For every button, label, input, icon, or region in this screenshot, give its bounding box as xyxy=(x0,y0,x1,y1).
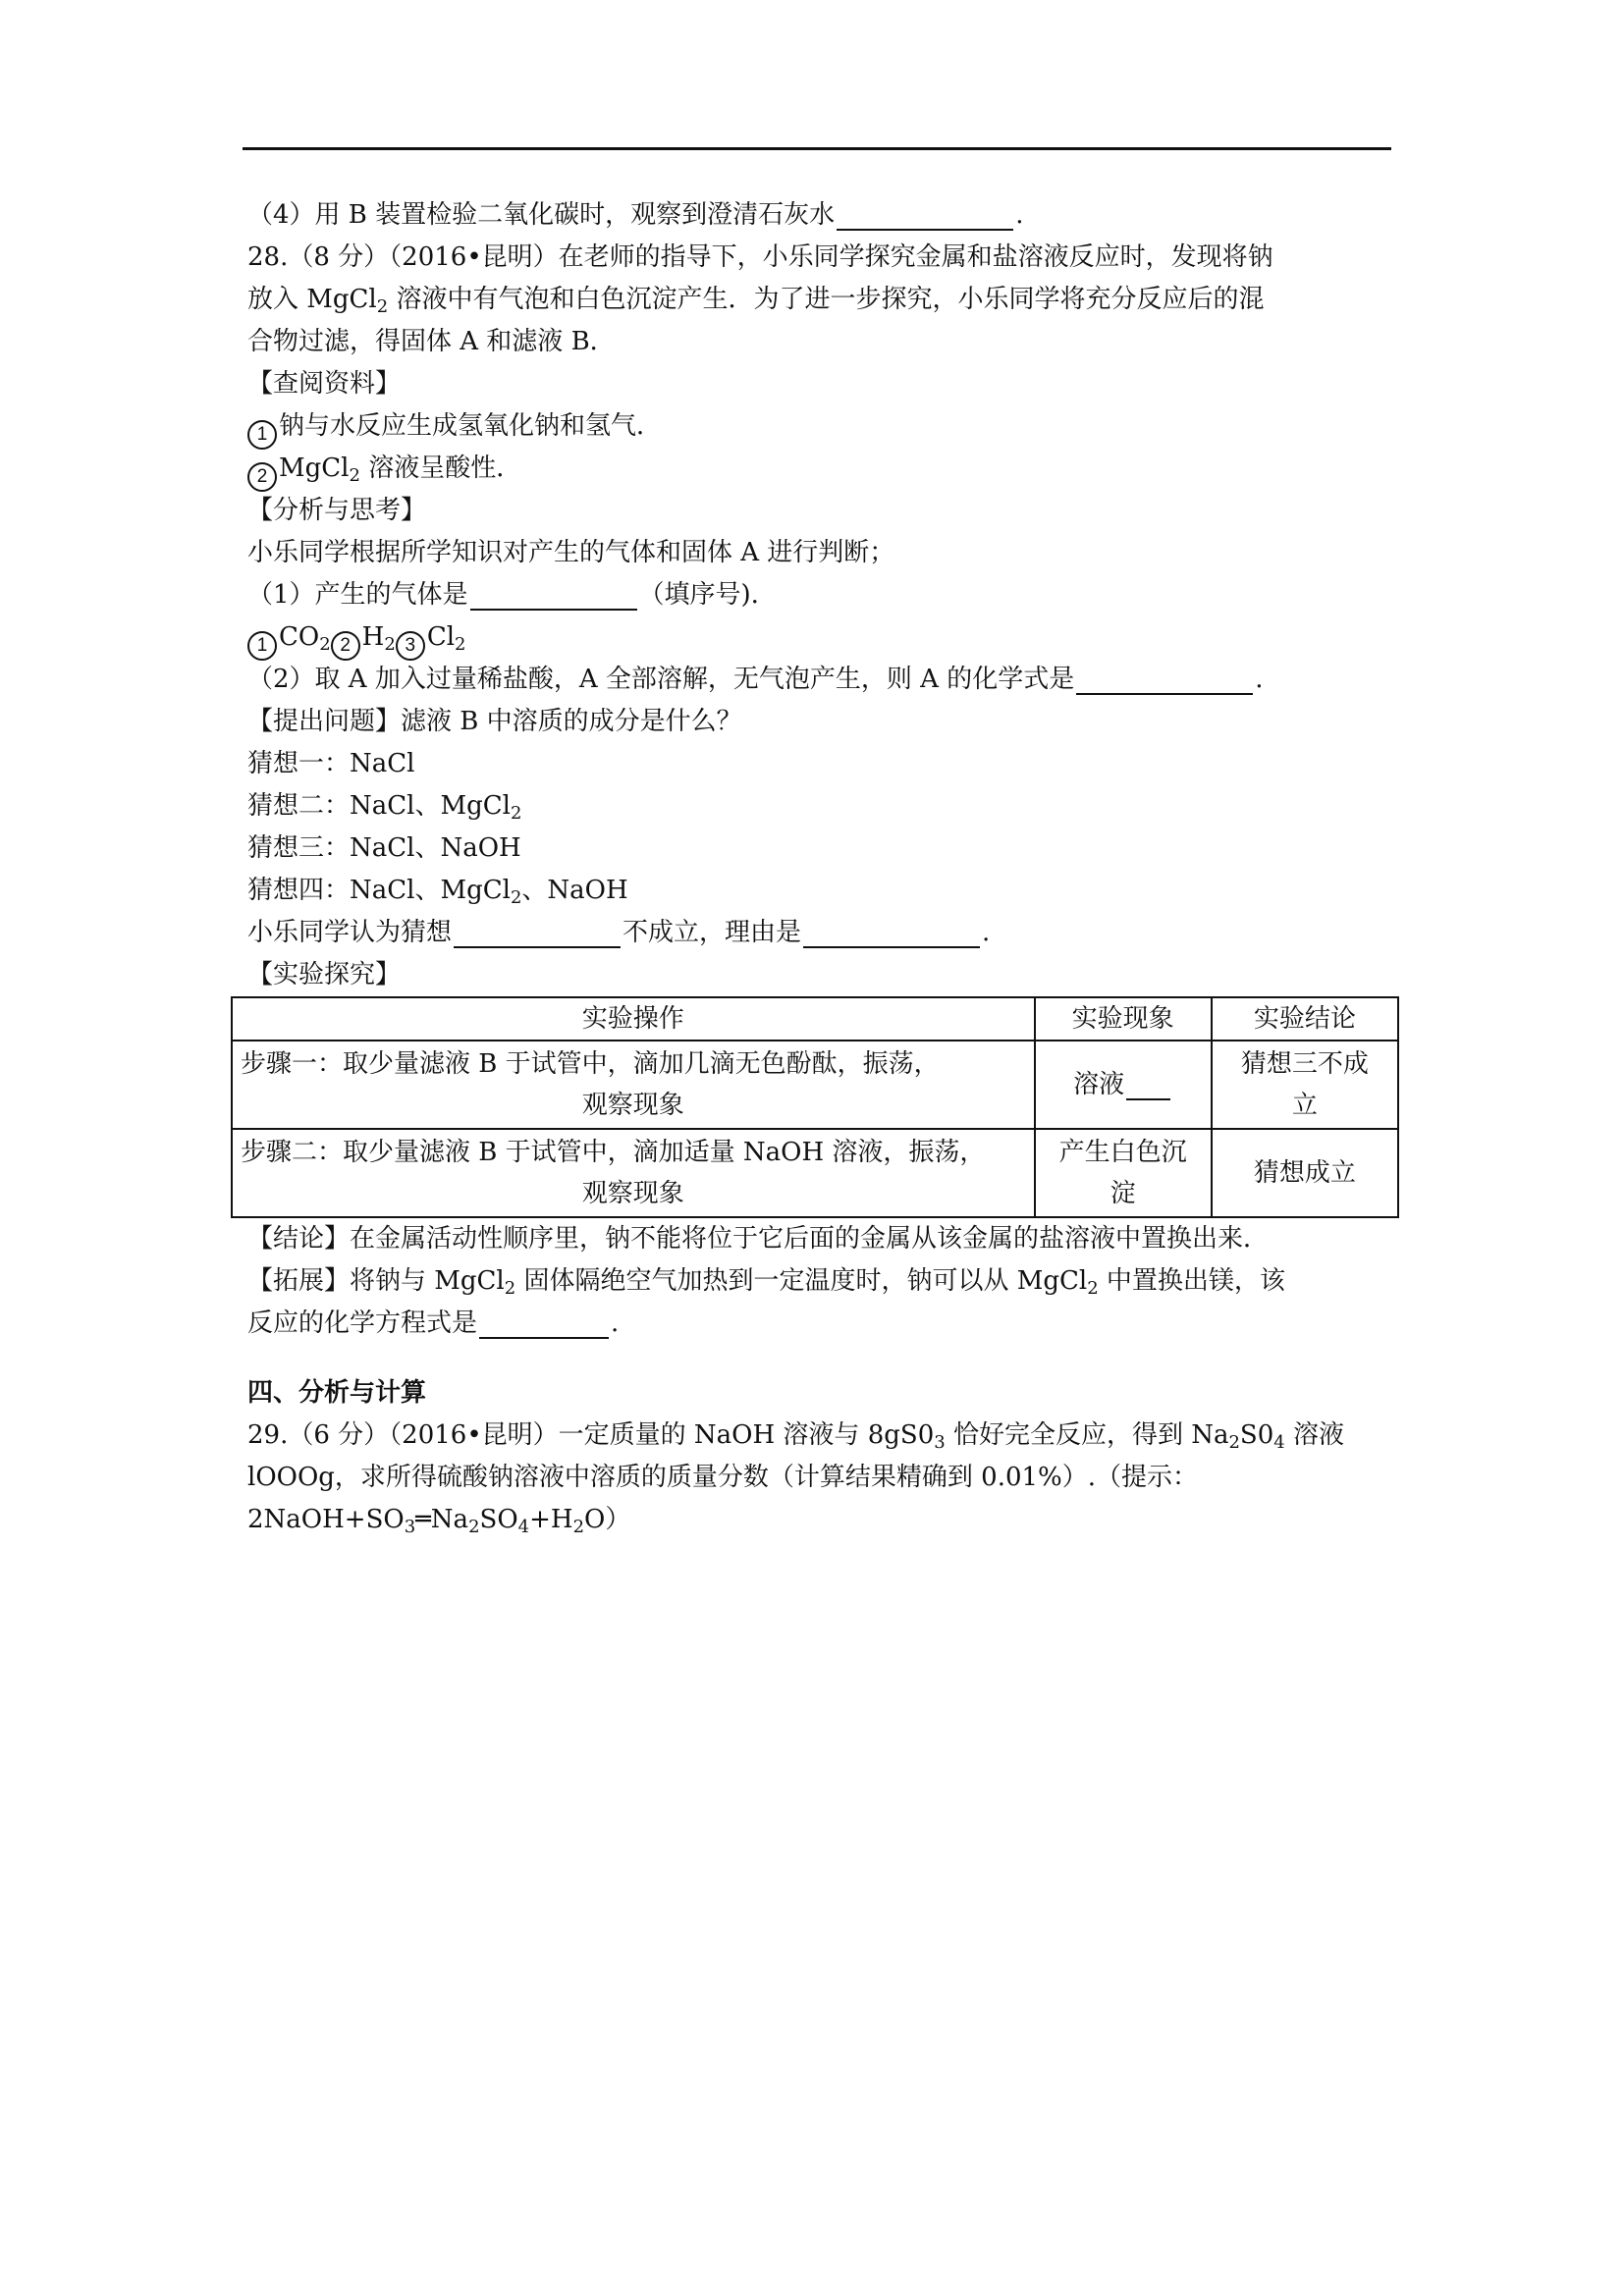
circled-number: 3 xyxy=(396,631,425,661)
option-h2: H xyxy=(361,622,385,652)
spacer xyxy=(247,1345,1396,1372)
cell-text: 淀 xyxy=(1110,1179,1136,1208)
subscript: 2 xyxy=(510,803,522,824)
subscript: 2 xyxy=(572,1517,585,1537)
step2-operation xyxy=(232,1129,1035,1217)
equation-text: O） xyxy=(584,1505,631,1534)
period: . xyxy=(611,1308,620,1338)
q28-line-1 xyxy=(247,237,1396,279)
conclusion-line xyxy=(247,1218,1396,1260)
cell-text: 步骤二：取少量滤液 B 于试管中，滴加适量 NaOH 溶液，振荡， xyxy=(241,1138,986,1167)
document-body xyxy=(241,194,1396,1541)
subscript: 2 xyxy=(468,1517,480,1537)
reject-line xyxy=(247,912,1396,954)
step2-conclusion: 猜想成立 xyxy=(1212,1129,1398,1217)
experiment-heading xyxy=(247,954,1396,996)
option-cl2: Cl xyxy=(426,622,456,652)
fact-text: 钠与水反应生成氢氧化钠和氢气． xyxy=(279,411,663,441)
reject-text: 不成立，理由是 xyxy=(623,918,802,947)
sub-question-2 xyxy=(247,659,1396,701)
section-heading xyxy=(247,1372,1396,1415)
guess-1 xyxy=(247,743,1396,785)
q28-line-3 xyxy=(247,321,1396,363)
q29-line-2 xyxy=(247,1457,1396,1499)
sub-question-text: （填序号)． xyxy=(638,580,777,610)
answer-blank xyxy=(479,1308,609,1339)
q29-line-3 xyxy=(247,1499,1396,1541)
q29-text: lOOOg，求所得硫酸钠溶液中溶质的质量分数（计算结果精确到 0.01%）.（提示： xyxy=(247,1463,1199,1492)
cell-text: 产生白色沉 xyxy=(1058,1138,1187,1167)
q29-text: 溶液 xyxy=(1284,1420,1344,1450)
subscript: 2 xyxy=(384,634,396,655)
equation-text: 2NaOH+SO xyxy=(247,1505,405,1534)
step1-conclusion xyxy=(1212,1041,1398,1129)
subscript: 2 xyxy=(1087,1278,1099,1299)
table-row xyxy=(232,1129,1398,1217)
extend-text: 固体隔绝空气加热到一定温度时，钠可以从 MgCl xyxy=(515,1266,1088,1296)
subscript: 4 xyxy=(1273,1432,1285,1453)
guess-text: 猜想三：NaCl、NaOH xyxy=(247,833,521,863)
fact-text: MgCl xyxy=(279,454,350,483)
answer-blank xyxy=(803,917,980,948)
experiment-title: 【实验探究】 xyxy=(247,960,402,989)
subscript: 2 xyxy=(349,465,360,486)
extend-line-2 xyxy=(247,1303,1396,1345)
header-conclusion: 实验结论 xyxy=(1212,997,1398,1041)
extend-text: 【拓展】将钠与 MgCl xyxy=(247,1266,505,1296)
answer-blank xyxy=(454,917,621,948)
q29-line-1 xyxy=(247,1415,1396,1457)
q27-part4-text: （4）用 B 装置检验二氧化碳时，观察到澄清石灰水 xyxy=(247,200,836,230)
subscript: 2 xyxy=(1228,1432,1240,1453)
q28-text: 28.（8 分）（2016•昆明）在老师的指导下，小乐同学探究金属和盐溶液反应时，发现将钠 xyxy=(247,242,1273,272)
fact-1 xyxy=(247,405,1396,448)
q28-text: 合物过滤，得固体 A 和滤液 B． xyxy=(247,327,616,356)
answer-blank xyxy=(470,579,637,611)
fact-text: 溶液呈酸性． xyxy=(359,454,522,483)
subscript: 2 xyxy=(376,296,389,317)
guess-text: 猜想一：NaCl xyxy=(247,749,415,778)
question-heading xyxy=(247,701,1396,743)
experiment-table xyxy=(231,996,1399,1218)
circled-number: 1 xyxy=(247,631,277,661)
circled-number: 2 xyxy=(247,462,277,492)
guess-text: 、NaOH xyxy=(521,876,628,905)
sub-question-text: （1）产生的气体是 xyxy=(247,580,468,610)
header-operation: 实验操作 xyxy=(232,997,1035,1041)
header-rule xyxy=(243,147,1391,150)
subscript: 2 xyxy=(319,634,331,655)
q29-text: 恰好完全反应，得到 Na xyxy=(945,1420,1229,1450)
question-text: 【提出问题】滤液 B 中溶质的成分是什么？ xyxy=(247,707,742,736)
table-header-row xyxy=(232,997,1398,1041)
analysis-heading xyxy=(247,490,1396,532)
fact-2 xyxy=(247,448,1396,490)
subscript: 2 xyxy=(504,1278,516,1299)
section-title: 四、分析与计算 xyxy=(247,1378,427,1408)
guess-3 xyxy=(247,828,1396,870)
guess-2 xyxy=(247,785,1396,828)
period: . xyxy=(1015,200,1024,230)
subscript: 2 xyxy=(510,887,522,908)
q28-text: 放入 MgCl xyxy=(247,285,377,314)
q29-text: S0 xyxy=(1239,1420,1274,1450)
header-phenomenon: 实验现象 xyxy=(1035,997,1212,1041)
consult-heading xyxy=(247,363,1396,405)
conclusion-text: 【结论】在金属活动性顺序里，钠不能将位于它后面的金属从该金属的盐溶液中置换出来． xyxy=(247,1224,1270,1254)
period: . xyxy=(1255,665,1264,694)
q28-text: 溶液中有气泡和白色沉淀产生．为了进一步探究，小乐同学将充分反应后的混 xyxy=(388,285,1265,314)
period: . xyxy=(982,918,991,947)
consult-title: 【查阅资料】 xyxy=(247,369,402,399)
subscript: 3 xyxy=(934,1432,946,1453)
equation-text: +H xyxy=(529,1505,573,1534)
cell-text: 溶液 xyxy=(1073,1070,1125,1099)
answer-blank xyxy=(837,199,1013,231)
analysis-intro xyxy=(247,532,1396,574)
equation-text: SO xyxy=(479,1505,518,1534)
guess-text: 猜想四：NaCl、MgCl xyxy=(247,876,511,905)
sub-question-text: （2）取 A 加入过量稀盐酸，A 全部溶解，无气泡产生，则 A 的化学式是 xyxy=(247,665,1075,694)
gas-options xyxy=(247,616,1396,659)
option-co2: CO xyxy=(279,622,320,652)
circled-number: 2 xyxy=(331,631,360,661)
extend-line-1 xyxy=(247,1260,1396,1303)
guess-4 xyxy=(247,870,1396,912)
reject-text: 小乐同学认为猜想 xyxy=(247,918,453,947)
answer-blank xyxy=(1126,1069,1170,1100)
equation-text: ═Na xyxy=(415,1505,469,1534)
q28-line-2 xyxy=(247,279,1396,321)
cell-text: 立 xyxy=(1291,1091,1318,1120)
extend-text: 反应的化学方程式是 xyxy=(247,1308,478,1338)
sub-question-1 xyxy=(247,574,1396,616)
step1-phenomenon xyxy=(1035,1041,1212,1129)
cell-text: 观察现象 xyxy=(581,1179,684,1208)
analysis-text: 小乐同学根据所学知识对产生的气体和固体 A 进行判断； xyxy=(247,538,895,567)
guess-text: 猜想二：NaCl、MgCl xyxy=(247,791,511,821)
q27-part4-line xyxy=(247,194,1396,237)
cell-text: 猜想三不成 xyxy=(1240,1049,1369,1079)
step2-phenomenon xyxy=(1035,1129,1212,1217)
answer-blank xyxy=(1076,664,1253,695)
step1-operation xyxy=(232,1041,1035,1129)
cell-text: 观察现象 xyxy=(581,1091,684,1120)
subscript: 4 xyxy=(517,1517,530,1537)
table-row xyxy=(232,1041,1398,1129)
circled-number: 1 xyxy=(247,420,277,450)
cell-text: 步骤一：取少量滤液 B 于试管中，滴加几滴无色酚酞，振荡， xyxy=(241,1049,940,1079)
analysis-title: 【分析与思考】 xyxy=(247,496,427,525)
subscript: 3 xyxy=(404,1517,416,1537)
subscript: 2 xyxy=(455,634,466,655)
q29-text: 29.（6 分）（2016•昆明）一定质量的 NaOH 溶液与 8gS0 xyxy=(247,1420,935,1450)
extend-text: 中置换出镁，该 xyxy=(1098,1266,1285,1296)
